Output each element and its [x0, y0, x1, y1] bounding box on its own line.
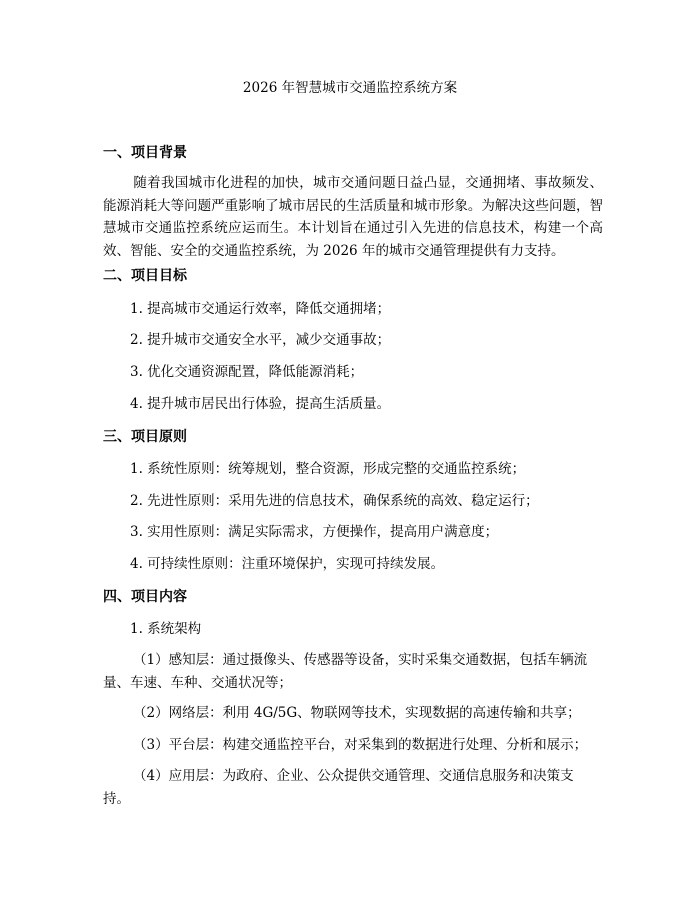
section-heading-background: 一、项目背景: [103, 145, 187, 161]
goal-item-2: 2. 提升城市交通安全水平，减少交通事故；: [130, 332, 391, 348]
layer-platform-text: （3）平台层：构建交通监控平台，对采集到的数据进行处理、分析和展示；: [133, 737, 588, 753]
layer-platform: [103, 734, 600, 757]
principle-item-4: 4. 可持续性原则：注重环境保护，实现可持续发展。: [130, 556, 445, 572]
layer-application: [103, 765, 600, 810]
layer-perception: [103, 649, 600, 694]
goal-item-3: 3. 优化交通资源配置，降低能源消耗；: [130, 364, 364, 380]
background-paragraph-text: 随着我国城市化进程的加快，城市交通问题日益凸显，交通拥堵、事故频发、能源消耗大等问题严重影响了城市居民的生活质量和城市形象。为解决这些问题，智慧城市交通监控系统应运而生。本计划旨在通过引入先进的信息技术，构建一个高效、智能、安全的交通监控系统，为 2026 年的城市交通管理提供有力支持。: [103, 175, 603, 259]
layer-network: [103, 702, 600, 725]
principle-item-1: 1. 系统性原则：统筹规划，整合资源，形成完整的交通监控系统；: [130, 461, 526, 477]
section-heading-goals: 二、项目目标: [103, 268, 187, 284]
principle-item-2: 2. 先进性原则：采用先进的信息技术，确保系统的高效、稳定运行；: [130, 493, 539, 509]
goal-item-4: 4. 提升城市居民出行体验，提高生活质量。: [130, 396, 391, 412]
architecture-subheading: 1. 系统架构: [130, 621, 202, 637]
section-heading-principles: 三、项目原则: [103, 429, 187, 445]
layer-application-text: （4）应用层：为政府、企业、公众提供交通管理、交通信息服务和决策支持。: [103, 768, 574, 807]
layer-network-text: （2）网络层：利用 4G/5G、物联网等技术，实现数据的高速传输和共享；: [133, 705, 581, 721]
principle-item-3: 3. 实用性原则：满足实际需求，方便操作，提高用户满意度；: [130, 524, 499, 540]
goal-item-1: 1. 提高城市交通运行效率，降低交通拥堵；: [130, 301, 391, 317]
section-heading-content: 四、项目内容: [103, 589, 187, 605]
document-title: 2026 年智慧城市交通监控系统方案: [242, 80, 458, 96]
background-paragraph: [103, 172, 603, 262]
layer-perception-text: （1）感知层：通过摄像头、传感器等设备，实时采集交通数据，包括车辆流量、车速、车种、交通状况等；: [103, 652, 588, 691]
